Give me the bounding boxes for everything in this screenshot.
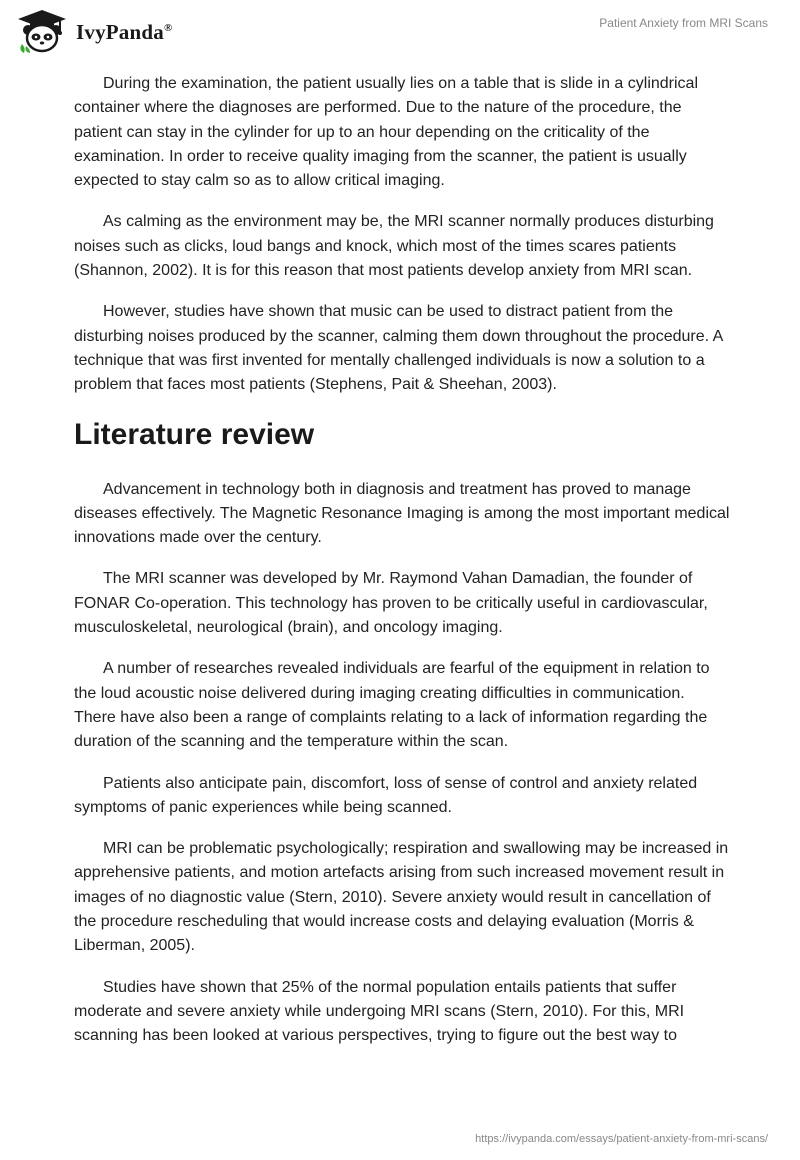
paragraph: MRI can be problematic psychologically; respiration and swallowing may be increased in apprehensive patients, and motion artefacts arising from such increased movement result in images of no diagnostic value (Stern, 2010). Severe anxiety would result in cancellation of the procedure rescheduling that would increase costs and delaying evaluation (Morris & Liberman, 2005). (74, 840, 729, 955)
paragraph: A number of researches revealed individuals are fearful of the equipment in relation to the loud acoustic noise delivered during imaging creating difficulties in communication. There have also been a range of complaints relating to a lack of information regarding the duration of the scanning and the temperature within the scan. (74, 660, 710, 751)
source-url[interactable]: https://ivypanda.com/essays/patient-anxiety-from-mri-scans/ (475, 1133, 768, 1145)
essay-body (74, 72, 730, 1066)
paragraph: Advancement in technology both in diagnosis and treatment has proved to manage diseases effectively. The Magnetic Resonance Imaging is among the most important medical innovations made over the century. (74, 480, 730, 547)
paragraph: The MRI scanner was developed by Mr. Raymond Vahan Damadian, the founder of FONAR Co-operation. This technology has proven to be critically useful in cardiovascular, musculoskeletal, neurological (brain), and oncology imaging. (74, 570, 708, 637)
brand-name: IvyPanda® (76, 19, 173, 44)
paragraph: Studies have shown that 25% of the normal population entails patients that suffer moderate and severe anxiety while undergoing MRI scans (Stern, 2010). For this, MRI scanning has been looked at various perspectives, trying to figure out the best way to (74, 978, 685, 1045)
document-title: Patient Anxiety from MRI Scans (599, 16, 768, 30)
paragraph: During the examination, the patient usually lies on a table that is slide in a cylindrical container where the diagnoses are performed. Due to the nature of the procedure, the patient can stay in the cylinder for up to an hour depending on the criticality of the examination. In order to receive quality imaging from the scanner, the patient is usually expected to stay calm so as to allow critical imaging. (74, 75, 698, 190)
paragraph: Patients also anticipate pain, discomfort, loss of sense of control and anxiety related symptoms of panic experiences while being scanned. (74, 774, 698, 816)
paragraph: However, studies have shown that music can be used to distract patient from the disturbing noises produced by the scanner, calming them down throughout the procedure. A technique that was first invented for mentally challenged individuals is now a solution to a problem that faces most patients (Stephens, Pait & Sheehan, 2003). (74, 303, 723, 394)
page-header (0, 0, 800, 60)
section-heading: Literature review (74, 417, 315, 451)
paragraph: As calming as the environment may be, the MRI scanner normally produces disturbing noises such as clicks, loud bangs and knock, which most of the times scares patients (Shannon, 2002). It is for this reason that most patients develop anxiety from MRI scan. (74, 213, 714, 280)
panda-graduate-icon (16, 8, 68, 54)
brand-logo[interactable] (16, 8, 172, 54)
